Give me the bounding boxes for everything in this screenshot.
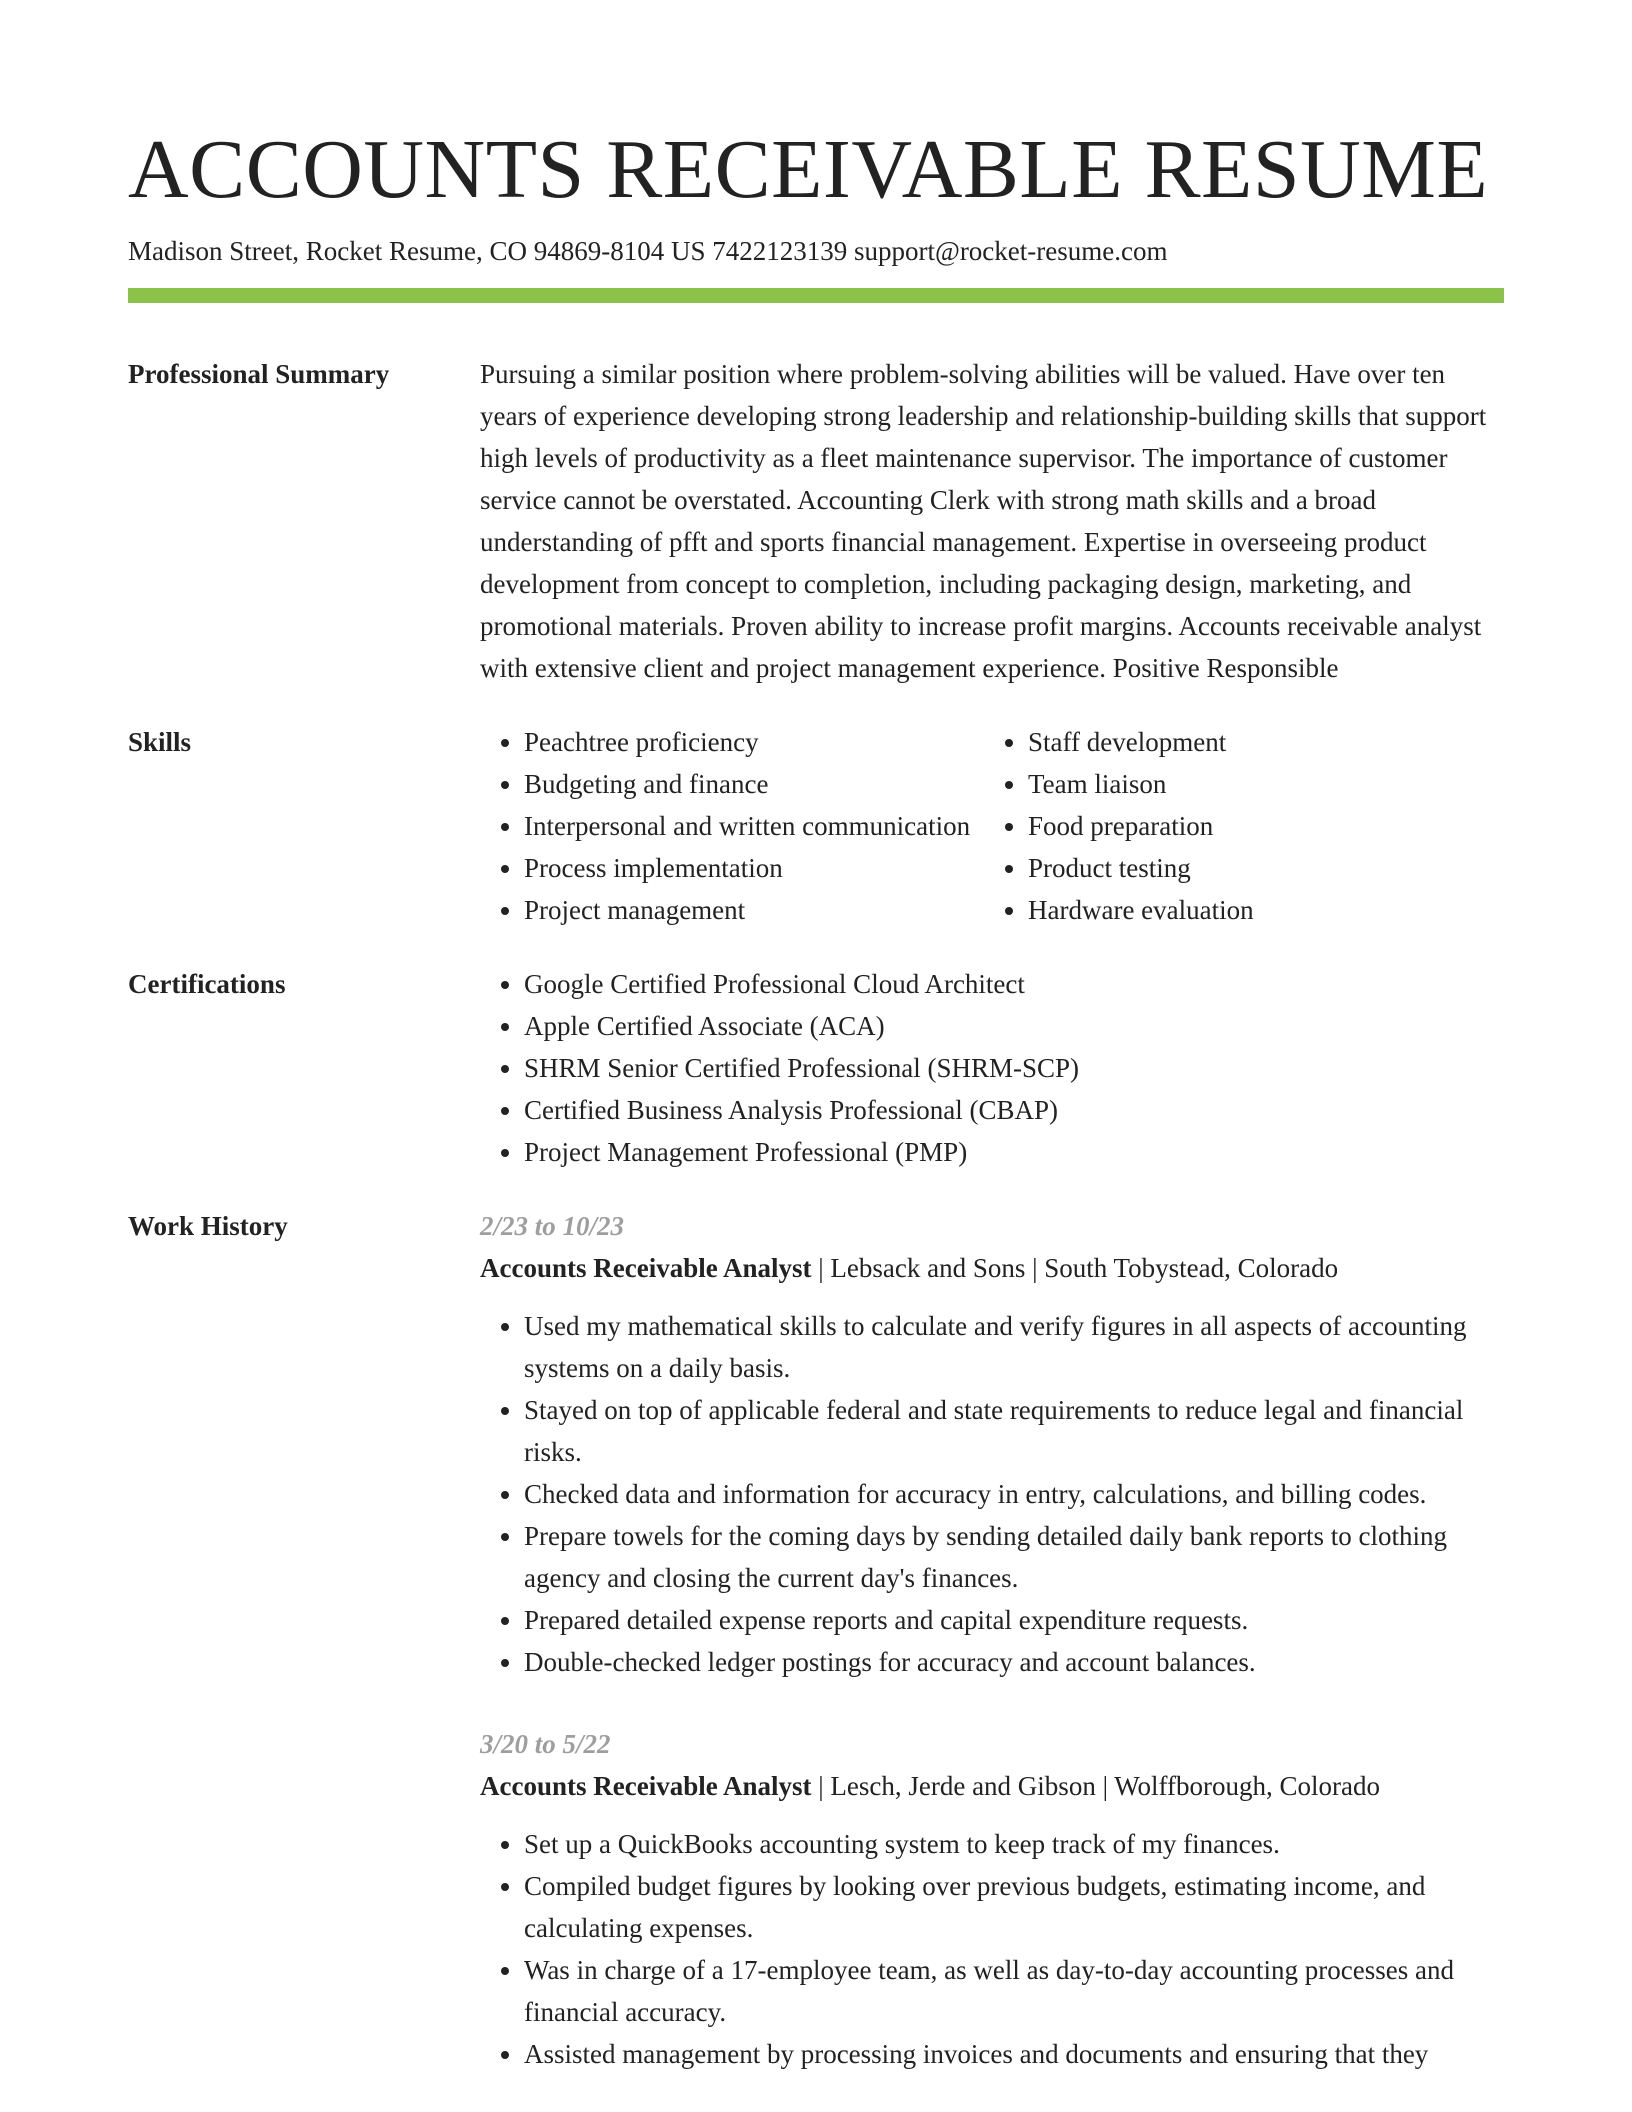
skill-item: • Hardware evaluation — [1028, 889, 1504, 931]
skills-section — [128, 721, 1504, 931]
skill-item: • Staff development — [1028, 721, 1504, 763]
job-bullet: • Assisted management by processing invoices and documents and ensuring that they — [524, 2033, 1504, 2075]
job-bullet: • Compiled budget figures by looking over previous budgets, estimating income, and calculating expenses. — [524, 1865, 1504, 1949]
certification-item: • SHRM Senior Certified Professional (SHRM-SCP) — [524, 1047, 1504, 1089]
skill-item: • Peachtree proficiency — [524, 721, 984, 763]
skill-item: • Team liaison — [1028, 763, 1504, 805]
job-title: Accounts Receivable Analyst — [480, 1771, 812, 1801]
certification-item: • Apple Certified Associate (ACA) — [524, 1005, 1504, 1047]
job-entry — [480, 1723, 1504, 2075]
skill-item: • Food preparation — [1028, 805, 1504, 847]
resume-title: ACCOUNTS RECEIVABLE RESUME — [128, 123, 1489, 216]
job-details: | Lebsack and Sons | South Tobystead, Colorado — [811, 1253, 1339, 1283]
job-bullet: • Set up a QuickBooks accounting system to keep track of my finances. — [524, 1823, 1504, 1865]
contact-line: Madison Street, Rocket Resume, CO 94869-8104 US 7422123139 support@rocket-resume.com — [128, 236, 1168, 266]
skill-item: • Interpersonal and written communication — [524, 805, 984, 847]
job-details: | Lesch, Jerde and Gibson | Wolffborough, Colorado — [811, 1771, 1381, 1801]
skills-columns — [480, 721, 1504, 931]
job-bullet: • Used my mathematical skills to calculate and verify figures in all aspects of accounting systems on a daily basis. — [524, 1305, 1504, 1389]
certification-item: • Google Certified Professional Cloud Architect — [524, 963, 1504, 1005]
certifications-section — [128, 963, 1504, 1173]
job-title: Accounts Receivable Analyst — [480, 1253, 812, 1283]
job-bullet: • Double-checked ledger postings for accuracy and account balances. — [524, 1641, 1504, 1683]
certifications-label: Certifications — [128, 969, 286, 999]
work-history-body — [480, 1205, 1504, 2075]
work-history-label: Work History — [128, 1211, 288, 1241]
skill-item: • Product testing — [1028, 847, 1504, 889]
resume-page — [128, 0, 1504, 2075]
job-bullet: • Stayed on top of applicable federal and state requirements to reduce legal and financial risks. — [524, 1389, 1504, 1473]
job-heading — [480, 1765, 1504, 1807]
summary-text: Pursuing a similar position where problem-solving abilities will be valued. Have over ten years of experience developing strong leadership and relationship-building skills that support high levels of productivity as a fleet maintenance supervisor. The importance of customer service cannot be overstated. Accounting Clerk with strong math skills and a broad understanding of pfft and sports financial management. Expertise in overseeing product development from concept to completion, including packaging design, marketing, and promotional materials. Proven ability to increase profit margins. Accounts receivable analyst with extensive client and project management experience. Positive Responsible — [480, 359, 1487, 683]
job-bullets — [480, 1823, 1504, 2075]
job-bullets — [480, 1305, 1504, 1683]
job-bullet: • Prepare towels for the coming days by sending detailed daily bank reports to clothing agency and closing the current day's finances. — [524, 1515, 1504, 1599]
skills-list-right — [984, 721, 1504, 931]
summary-section — [128, 353, 1504, 689]
certification-item: • Certified Business Analysis Professional (CBAP) — [524, 1089, 1504, 1131]
skills-list-left — [480, 721, 984, 931]
certifications-body — [480, 963, 1504, 1173]
skill-item: • Process implementation — [524, 847, 984, 889]
job-entry — [480, 1205, 1504, 1683]
job-bullet: • Prepared detailed expense reports and capital expenditure requests. — [524, 1599, 1504, 1641]
skills-label: Skills — [128, 727, 192, 757]
certifications-list — [480, 963, 1504, 1173]
job-bullet: • Was in charge of a 17-employee team, as well as day-to-day accounting processes and financial accuracy. — [524, 1949, 1504, 2033]
skill-item: • Project management — [524, 889, 984, 931]
job-dates: 2/23 to 10/23 — [480, 1211, 625, 1241]
skill-item: • Budgeting and finance — [524, 763, 984, 805]
job-dates: 3/20 to 5/22 — [480, 1729, 611, 1759]
job-heading — [480, 1247, 1504, 1289]
job-bullet: • Checked data and information for accuracy in entry, calculations, and billing codes. — [524, 1473, 1504, 1515]
certification-item: • Project Management Professional (PMP) — [524, 1131, 1504, 1173]
header-divider — [128, 288, 1504, 303]
work-history-section — [128, 1205, 1504, 2075]
summary-label: Professional Summary — [128, 359, 390, 389]
